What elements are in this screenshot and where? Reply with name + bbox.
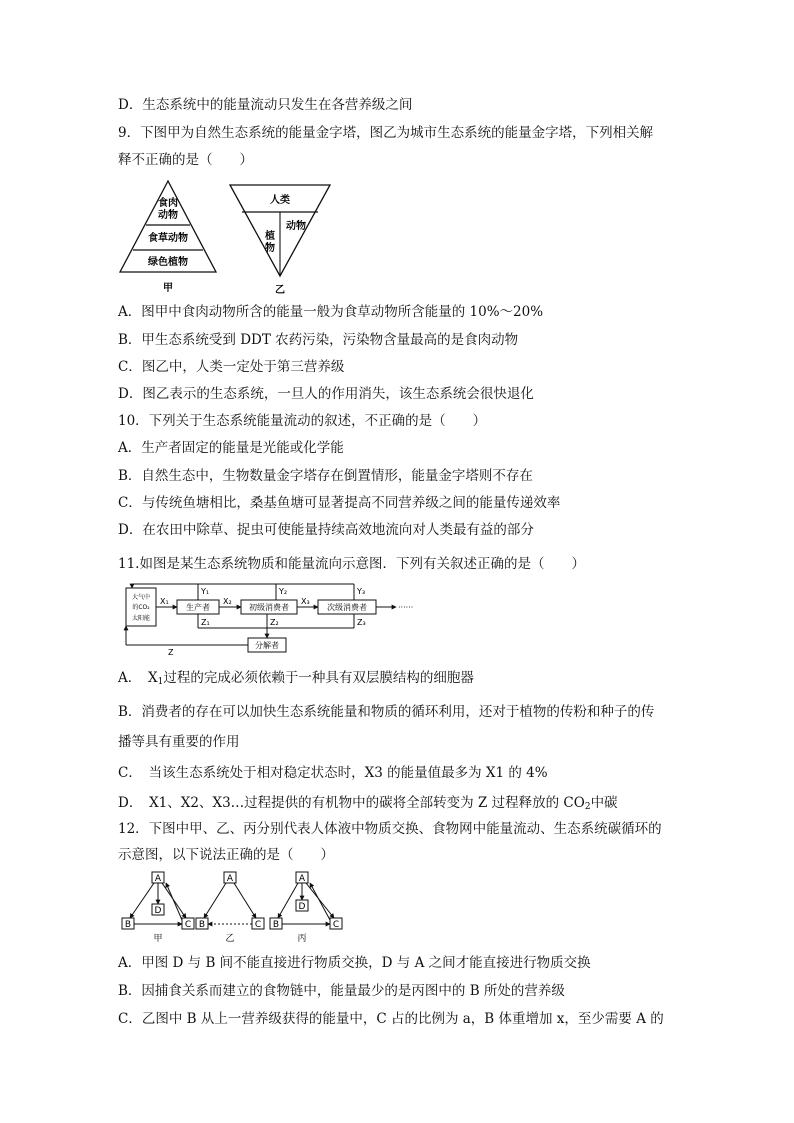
bing-node-a: A — [298, 874, 306, 884]
yi-caption-12: 乙 — [225, 934, 235, 944]
jia-mid-label: 食草动物 — [148, 233, 188, 244]
label-z1: Z₁ — [201, 618, 210, 627]
q11-option-d — [118, 794, 618, 816]
label-y3: Y₃ — [357, 587, 366, 596]
yi-left-label-1: 植 — [265, 231, 275, 242]
label-x2: X₂ — [223, 597, 232, 606]
q10-option-b: B．自然生态中，生物数量金字塔存在倒置情形，能量金字塔则不存在 — [118, 468, 533, 484]
q8-option-d: D．生态系统中的能量流动只发生在各营养级之间 — [118, 97, 413, 113]
q11-option-d-rest: 中碳 — [590, 795, 618, 811]
pyramid-yi — [230, 185, 330, 296]
label-z2: Z₂ — [270, 618, 279, 627]
bing-node-c: C — [332, 920, 340, 930]
label-z3: Z₃ — [357, 618, 366, 627]
diagram-jia — [122, 872, 194, 944]
q10-option-c: C．与传统鱼塘相比，桑基鱼塘可显著提高不同营养级之间的能量传递效率 — [118, 495, 561, 511]
label-x3: X₃ — [301, 597, 310, 606]
label-y2: Y₂ — [279, 587, 288, 596]
q12-stem-line1: 12．下图中甲、乙、丙分别代表人体液中物质交换、食物网中能量流动、生态系统碳循环的 — [118, 821, 662, 837]
yi-node-c: C — [254, 920, 262, 930]
source-label-2: 的CO₂ — [132, 604, 150, 611]
jia-caption: 甲 — [163, 283, 173, 294]
q10-option-d: D．在农田中除草、捉虫可使能量持续高效地流向对人类最有益的部分 — [118, 522, 534, 538]
q9-figure — [118, 176, 338, 298]
q10-option-a: A．生产者固定的能量是光能或化学能 — [118, 440, 344, 456]
label-x1: X₁ — [160, 597, 169, 606]
q11-option-a-sub: 1 — [157, 677, 164, 687]
q11-option-d-sub: 2 — [584, 802, 591, 812]
q9-option-c: C．图乙中，人类一定处于第三营养级 — [118, 359, 345, 375]
source-label-1: 大气中 — [131, 594, 151, 601]
q12-stem-line2: 示意图，以下说法正确的是（ ） — [118, 847, 334, 863]
diagram-bing — [270, 872, 342, 944]
secondary-consumer-label: 次级消费者 — [327, 603, 367, 612]
jia-caption-12: 甲 — [153, 934, 163, 944]
q11-option-a-rest: 过程的完成必须依赖于一种具有双层膜结构的细胞器 — [163, 670, 474, 686]
q12-option-a: A．甲图 D 与 B 间不能直接进行物质交换，D 与 A 之间才能直接进行物质交换 — [118, 955, 591, 971]
pyramid-jia — [120, 181, 216, 294]
yi-node-b: B — [198, 920, 206, 930]
yi-right-label: 动物 — [286, 221, 306, 232]
q9-option-a: A．图甲中食肉动物所含的能量一般为食草动物所含能量的 10%～20% — [118, 304, 544, 320]
producer-label: 生产者 — [186, 603, 210, 612]
jia-node-c: C — [184, 920, 192, 930]
q9-stem-line2: 释不正确的是（ ） — [118, 152, 253, 168]
decomposer-label: 分解者 — [255, 641, 279, 650]
source-label-3: 太阳能 — [131, 615, 151, 622]
bing-node-b: B — [272, 920, 280, 930]
q11-option-a — [118, 669, 474, 691]
q12-option-b: B．因捕食关系而建立的食物链中，能量最少的是丙图中的 B 所处的营养级 — [118, 983, 565, 999]
q9-option-d: D．图乙表示的生态系统，一旦人的作用消失，该生态系统会很快退化 — [118, 386, 534, 402]
yi-left-label-2: 物 — [265, 243, 275, 254]
jia-node-d: D — [154, 906, 162, 916]
yi-top-label: 人类 — [270, 195, 290, 206]
q11-stem: 11.如图是某生态系统物质和能量流向示意图．下列有关叙述正确的是（ ） — [118, 556, 585, 572]
q11-option-b-line1: B．消费者的存在可以加快生态系统能量和物质的循环利用，还对于植物的传粉和种子的传 — [118, 704, 655, 720]
jia-bottom-label: 绿色植物 — [148, 257, 188, 268]
q12-figure — [118, 870, 358, 944]
q11-option-d-prefix: D． X1、X2、X3…过程提供的有机物中的碳将全部转变为 Z 过程释放的 CO — [118, 795, 585, 811]
bing-node-d: D — [298, 902, 306, 912]
label-z: Z — [168, 648, 174, 657]
continuation-dots: ······ — [398, 603, 414, 612]
label-y1: Y₁ — [201, 587, 210, 596]
jia-top-label-2: 动物 — [158, 210, 178, 221]
bing-caption-12: 丙 — [297, 934, 307, 944]
diagram-yi — [196, 872, 264, 944]
q9-option-b: B．甲生态系统受到 DDT 农药污染，污染物含量最高的是食肉动物 — [118, 332, 519, 348]
q12-option-c: C．乙图中 B 从上一营养级获得的能量中，C 占的比例为 a，B 体重增加 x，至少需要 A 的 — [118, 1011, 664, 1027]
jia-node-b: B — [124, 920, 132, 930]
jia-top-label-1: 食肉 — [158, 198, 178, 209]
q11-option-a-prefix: A． X — [118, 670, 158, 686]
jia-node-a: A — [154, 874, 162, 884]
q11-flow-diagram — [118, 582, 438, 658]
q9-stem-line1: 9．下图甲为自然生态系统的能量金字塔，图乙为城市生态系统的能量金字塔，下列相关解 — [118, 125, 654, 141]
q11-option-c: C． 当该生态系统处于相对稳定状态时，X3 的能量值最多为 X1 的 4% — [118, 765, 548, 781]
q10-stem: 10．下列关于生态系统能量流动的叙述，不正确的是（ ） — [118, 413, 487, 429]
q11-option-b-line2: 播等具有重要的作用 — [118, 734, 240, 750]
primary-consumer-label: 初级消费者 — [249, 603, 289, 612]
yi-caption: 乙 — [275, 285, 285, 296]
yi-node-a: A — [226, 874, 234, 884]
